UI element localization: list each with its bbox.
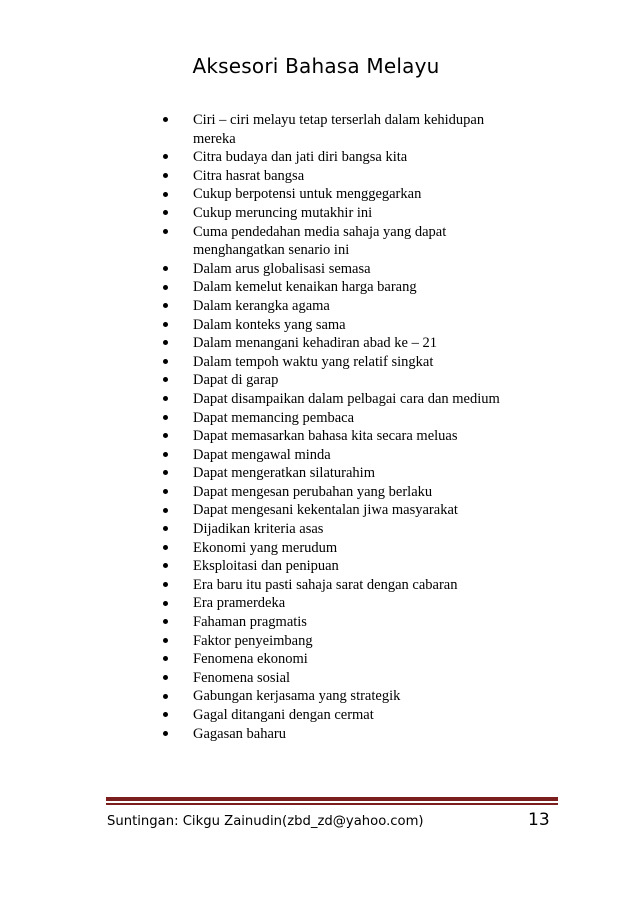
- bullet-icon: [160, 278, 170, 297]
- list-item-text: Citra hasrat bangsa: [193, 167, 305, 184]
- list-item-text: Dalam kerangka agama: [193, 297, 330, 314]
- list-item: [0, 446, 513, 465]
- list-item-text: Dapat mengesan perubahan yang berlaku: [193, 483, 433, 500]
- list-item-text: Dapat mengeratkan silaturahim: [193, 465, 375, 482]
- bullet-icon: [160, 632, 170, 651]
- list-item-text: Dalam tempoh waktu yang relatif singkat: [193, 353, 434, 370]
- bullet-icon: [160, 204, 170, 223]
- list-item: [0, 167, 513, 186]
- list-item-text: mereka: [193, 130, 236, 147]
- list-item: [0, 316, 513, 335]
- list-item-text: Ciri – ciri melayu tetap terserlah dalam kehidupan: [193, 112, 485, 128]
- bullet-icon: [160, 223, 170, 242]
- list-item-text: Cuma pendedahan media sahaja yang dapat: [193, 223, 447, 240]
- list-item-text: Dalam konteks yang sama: [193, 316, 346, 333]
- list-item-text: Ekonomi yang merudum: [193, 539, 338, 556]
- list-item: [0, 409, 513, 428]
- page-number: 13: [528, 810, 550, 830]
- list-item-text: Fahaman pragmatis: [193, 614, 307, 631]
- bullet-icon: [160, 576, 170, 595]
- bullet-icon: [160, 390, 170, 409]
- bullet-icon: [160, 669, 170, 688]
- list-item: [0, 371, 513, 390]
- list-item: [0, 483, 513, 502]
- list-item-text: Fenomena sosial: [193, 669, 291, 686]
- list-item-text: menghangatkan senario ini: [193, 242, 350, 259]
- list-item: [0, 260, 513, 279]
- bullet-icon: [160, 353, 170, 372]
- list-item-text: Faktor penyeimbang: [193, 632, 313, 649]
- list-item: [0, 148, 513, 167]
- list-item-text: Dapat mengesani kekentalan jiwa masyarakat: [193, 502, 458, 519]
- bullet-icon: [160, 446, 170, 465]
- bullet-icon: [160, 167, 170, 186]
- bullet-icon: [160, 297, 170, 316]
- list-item: [0, 613, 513, 632]
- list-item-text: Dapat memancing pembaca: [193, 409, 355, 426]
- list-item: [0, 687, 513, 706]
- list-item-text: Cukup meruncing mutakhir ini: [193, 204, 373, 221]
- bullet-icon: [160, 501, 170, 520]
- bullet-icon: [160, 520, 170, 539]
- list-item: [0, 650, 513, 669]
- list-item-text: Gagal ditangani dengan cermat: [193, 707, 374, 723]
- bullet-icon: [160, 706, 170, 725]
- list-item: [0, 464, 513, 483]
- bullet-icon: [160, 725, 170, 744]
- list-item: [0, 111, 513, 148]
- list-item: [0, 390, 513, 409]
- list-item-text: Dapat disampaikan dalam pelbagai cara dan medium: [193, 390, 500, 407]
- bullet-icon: [160, 539, 170, 558]
- list-item: [0, 520, 513, 539]
- list-item: [0, 501, 513, 520]
- list-item-text: Gabungan kerjasama yang strategik: [193, 688, 401, 705]
- bullet-icon: [160, 409, 170, 428]
- list-item-text: Citra budaya dan jati diri bangsa kita: [193, 149, 408, 166]
- bullet-icon: [160, 185, 170, 204]
- list-item-text: Dijadikan kriteria asas: [193, 521, 324, 538]
- list-item: [0, 576, 513, 595]
- list-item: [0, 725, 513, 744]
- footer-credit: Suntingan: Cikgu Zainudin(zbd_zd@yahoo.com): [107, 814, 424, 829]
- bullet-icon: [160, 427, 170, 446]
- bullet-icon: [160, 687, 170, 706]
- bullet-icon: [160, 334, 170, 353]
- bullet-icon: [160, 594, 170, 613]
- list-item-text: Dapat mengawal minda: [193, 446, 331, 463]
- list-item-text: Eksploitasi dan penipuan: [193, 558, 339, 575]
- list-item-text: Gagasan baharu: [193, 725, 286, 742]
- list-item: [0, 297, 513, 316]
- bullet-icon: [160, 148, 170, 167]
- list-item: [0, 223, 513, 260]
- list-item-text: Dapat memasarkan bahasa kita secara meluas: [193, 428, 458, 445]
- list-item-text: Cukup berpotensi untuk menggegarkan: [193, 186, 422, 203]
- list-item: [0, 539, 513, 558]
- page-title-text: Aksesori Bahasa Melayu: [192, 54, 440, 78]
- list-item-text: Dalam menangani kehadiran abad ke – 21: [193, 335, 437, 352]
- list-item: [0, 669, 513, 688]
- footer-rule-thick: [106, 797, 558, 801]
- list-item: [0, 334, 513, 353]
- list-item: [0, 353, 513, 372]
- list-item: [0, 278, 513, 297]
- list-item: [0, 557, 513, 576]
- list-item: [0, 204, 513, 223]
- footer-rule-thin: [106, 803, 558, 805]
- bullet-icon: [160, 371, 170, 390]
- bullet-icon: [160, 111, 170, 130]
- list-item: [0, 632, 513, 651]
- bullet-icon: [160, 613, 170, 632]
- bullet-icon: [160, 557, 170, 576]
- term-list: [0, 111, 638, 743]
- bullet-icon: [160, 260, 170, 279]
- list-item: [0, 185, 513, 204]
- page-title: [0, 54, 638, 78]
- list-item: [0, 706, 513, 725]
- bullet-icon: [160, 650, 170, 669]
- list-item-text: Era pramerdeka: [193, 595, 286, 612]
- list-item-text: Fenomena ekonomi: [193, 651, 308, 668]
- bullet-icon: [160, 464, 170, 483]
- list-item: [0, 427, 513, 446]
- list-item-text: Dalam arus globalisasi semasa: [193, 260, 371, 277]
- bullet-icon: [160, 483, 170, 502]
- bullet-icon: [160, 316, 170, 335]
- list-item-text: Dalam kemelut kenaikan harga barang: [193, 279, 417, 296]
- list-item-text: Dapat di garap: [193, 372, 279, 389]
- list-item: [0, 594, 513, 613]
- list-item-text: Era baru itu pasti sahaja sarat dengan cabaran: [193, 576, 458, 593]
